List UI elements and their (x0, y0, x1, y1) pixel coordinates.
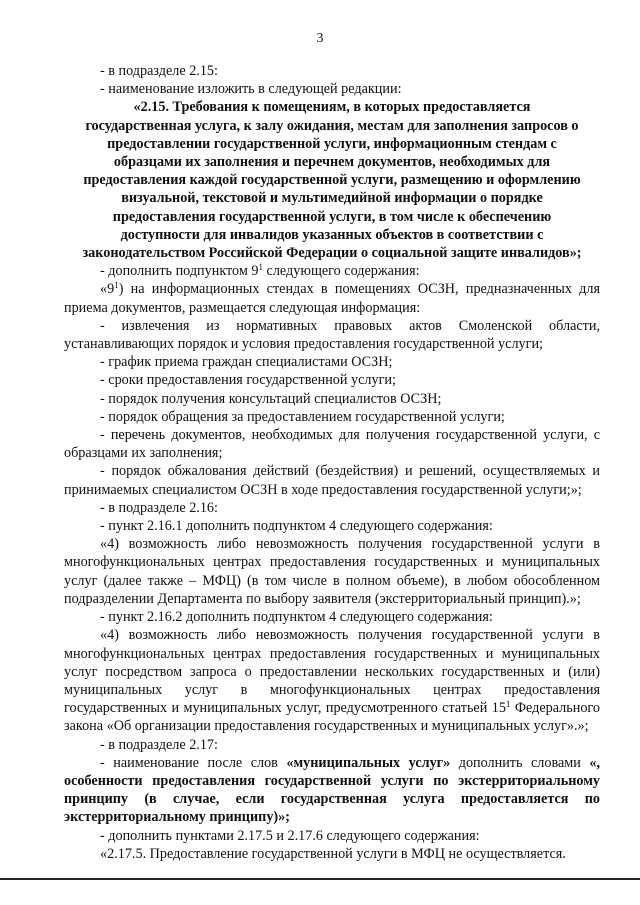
paragraph: - извлечения из нормативных правовых актов Смоленской области, устанавливающих порядок и условия предоставления государственной услуги; (64, 317, 600, 353)
paragraph: - перечень документов, необходимых для получения государственной услуги, с образцами их заполнения; (64, 427, 600, 462)
title-line: «2.15. Требования к помещениям, в которых предоставляется (133, 99, 531, 116)
paragraph (64, 280, 600, 316)
title-line: законодательством Российской Федерации о социальной защите инвалидов»; (82, 245, 582, 262)
paragraph: - порядок обращения за предоставлением государственной услуги; (100, 408, 505, 425)
bold-text: «муниципальных услуг» (286, 754, 451, 771)
title-line: предоставления каждой государственной услуги, размещению и оформлению (83, 172, 581, 189)
paragraph (64, 754, 600, 827)
paragraph: - порядок обжалования действий (бездействия) и решений, осуществляемых и принимаемых специалистом ОСЗН в ходе предоставления государственной услуги;»; (64, 463, 600, 498)
paragraph: - порядок получения консультаций специалистов ОСЗН; (100, 390, 442, 407)
title-line: государственная услуга, к залу ожидания, местам для заполнения запросов о (85, 117, 579, 134)
paragraph: - наименование изложить в следующей редакции: (100, 81, 402, 98)
paragraph (64, 262, 600, 280)
paragraph: - в подразделе 2.15: (100, 63, 218, 79)
bold-text: «, особенности предоставления государственной услуги по экстерриториальному принципу (в случае, если государственная услуга предоставляется по экстерриториальному принципу)»; (64, 754, 600, 826)
text: «9 (100, 281, 115, 298)
title-line: предоставления государственной услуги, в том числе к обеспечению (112, 208, 552, 225)
paragraph: - в подразделе 2.17: (100, 736, 218, 753)
text: дополнить словами (450, 754, 590, 771)
paragraph: - сроки предоставления государственной услуги; (100, 372, 396, 389)
paragraph (64, 626, 600, 735)
text: следующего содержания: (263, 263, 420, 280)
bottom-rule (0, 878, 640, 880)
paragraph: - дополнить пунктами 2.17.5 и 2.17.6 следующего содержания: (100, 827, 480, 844)
paragraph: - график приема граждан специалистами ОСЗН; (100, 354, 393, 371)
title-line: предоставлении государственной услуги, информационным стендам с (107, 135, 557, 152)
paragraph: «2.17.5. Предоставление государственной услуги в МФЦ не осуществляется. (100, 845, 566, 862)
paragraph: - пункт 2.16.1 дополнить подпунктом 4 следующего содержания: (100, 518, 493, 535)
document-body (64, 62, 600, 863)
paragraph: «4) возможность либо невозможность получения государственной услуги в многофункциональных центрах предоставления государственных и муниципальных услуг (далее также – МФЦ) (в том числе в полном объеме), в любом обособленном подразделении Департамента по выбору заявителя (экстерриториальный принцип).»; (64, 536, 600, 607)
text: «4) возможность либо невозможность получения государственной услуги в многофункциональных центрах предоставления государственных и муниципальных услуг посредством запроса о предоставлении нескольких государственных и (или) муниципальных услуг в многофункциональных центрах предоставления государственных и муниципальных услуг, предусмотренного статьей 15 (64, 627, 600, 717)
title-line: доступности для инвалидов указанных объектов в соответствии с (120, 226, 544, 243)
text: - дополнить подпунктом 9 (100, 263, 259, 280)
paragraph: - в подразделе 2.16: (100, 499, 218, 516)
superscript: 1 (258, 262, 263, 273)
superscript: 1 (505, 699, 511, 710)
text: Федерального закона «Об организации предоставления государственных и муниципальных услуг».»; (64, 700, 600, 735)
superscript: 1 (114, 280, 119, 291)
text: ) на информационных стендах в помещениях ОСЗН, предназначенных для приема документов, размещается следующая информация: (64, 281, 600, 316)
title-line: образцами их заполнения и перечнем документов, необходимых для (113, 154, 551, 171)
paragraph: - пункт 2.16.2 дополнить подпунктом 4 следующего содержания: (100, 609, 493, 626)
section-title (64, 98, 600, 262)
title-line: визуальной, текстовой и мультимедийной информации о порядке (121, 190, 543, 207)
text: - наименование после слов (100, 754, 287, 771)
page-number: 3 (316, 31, 324, 46)
